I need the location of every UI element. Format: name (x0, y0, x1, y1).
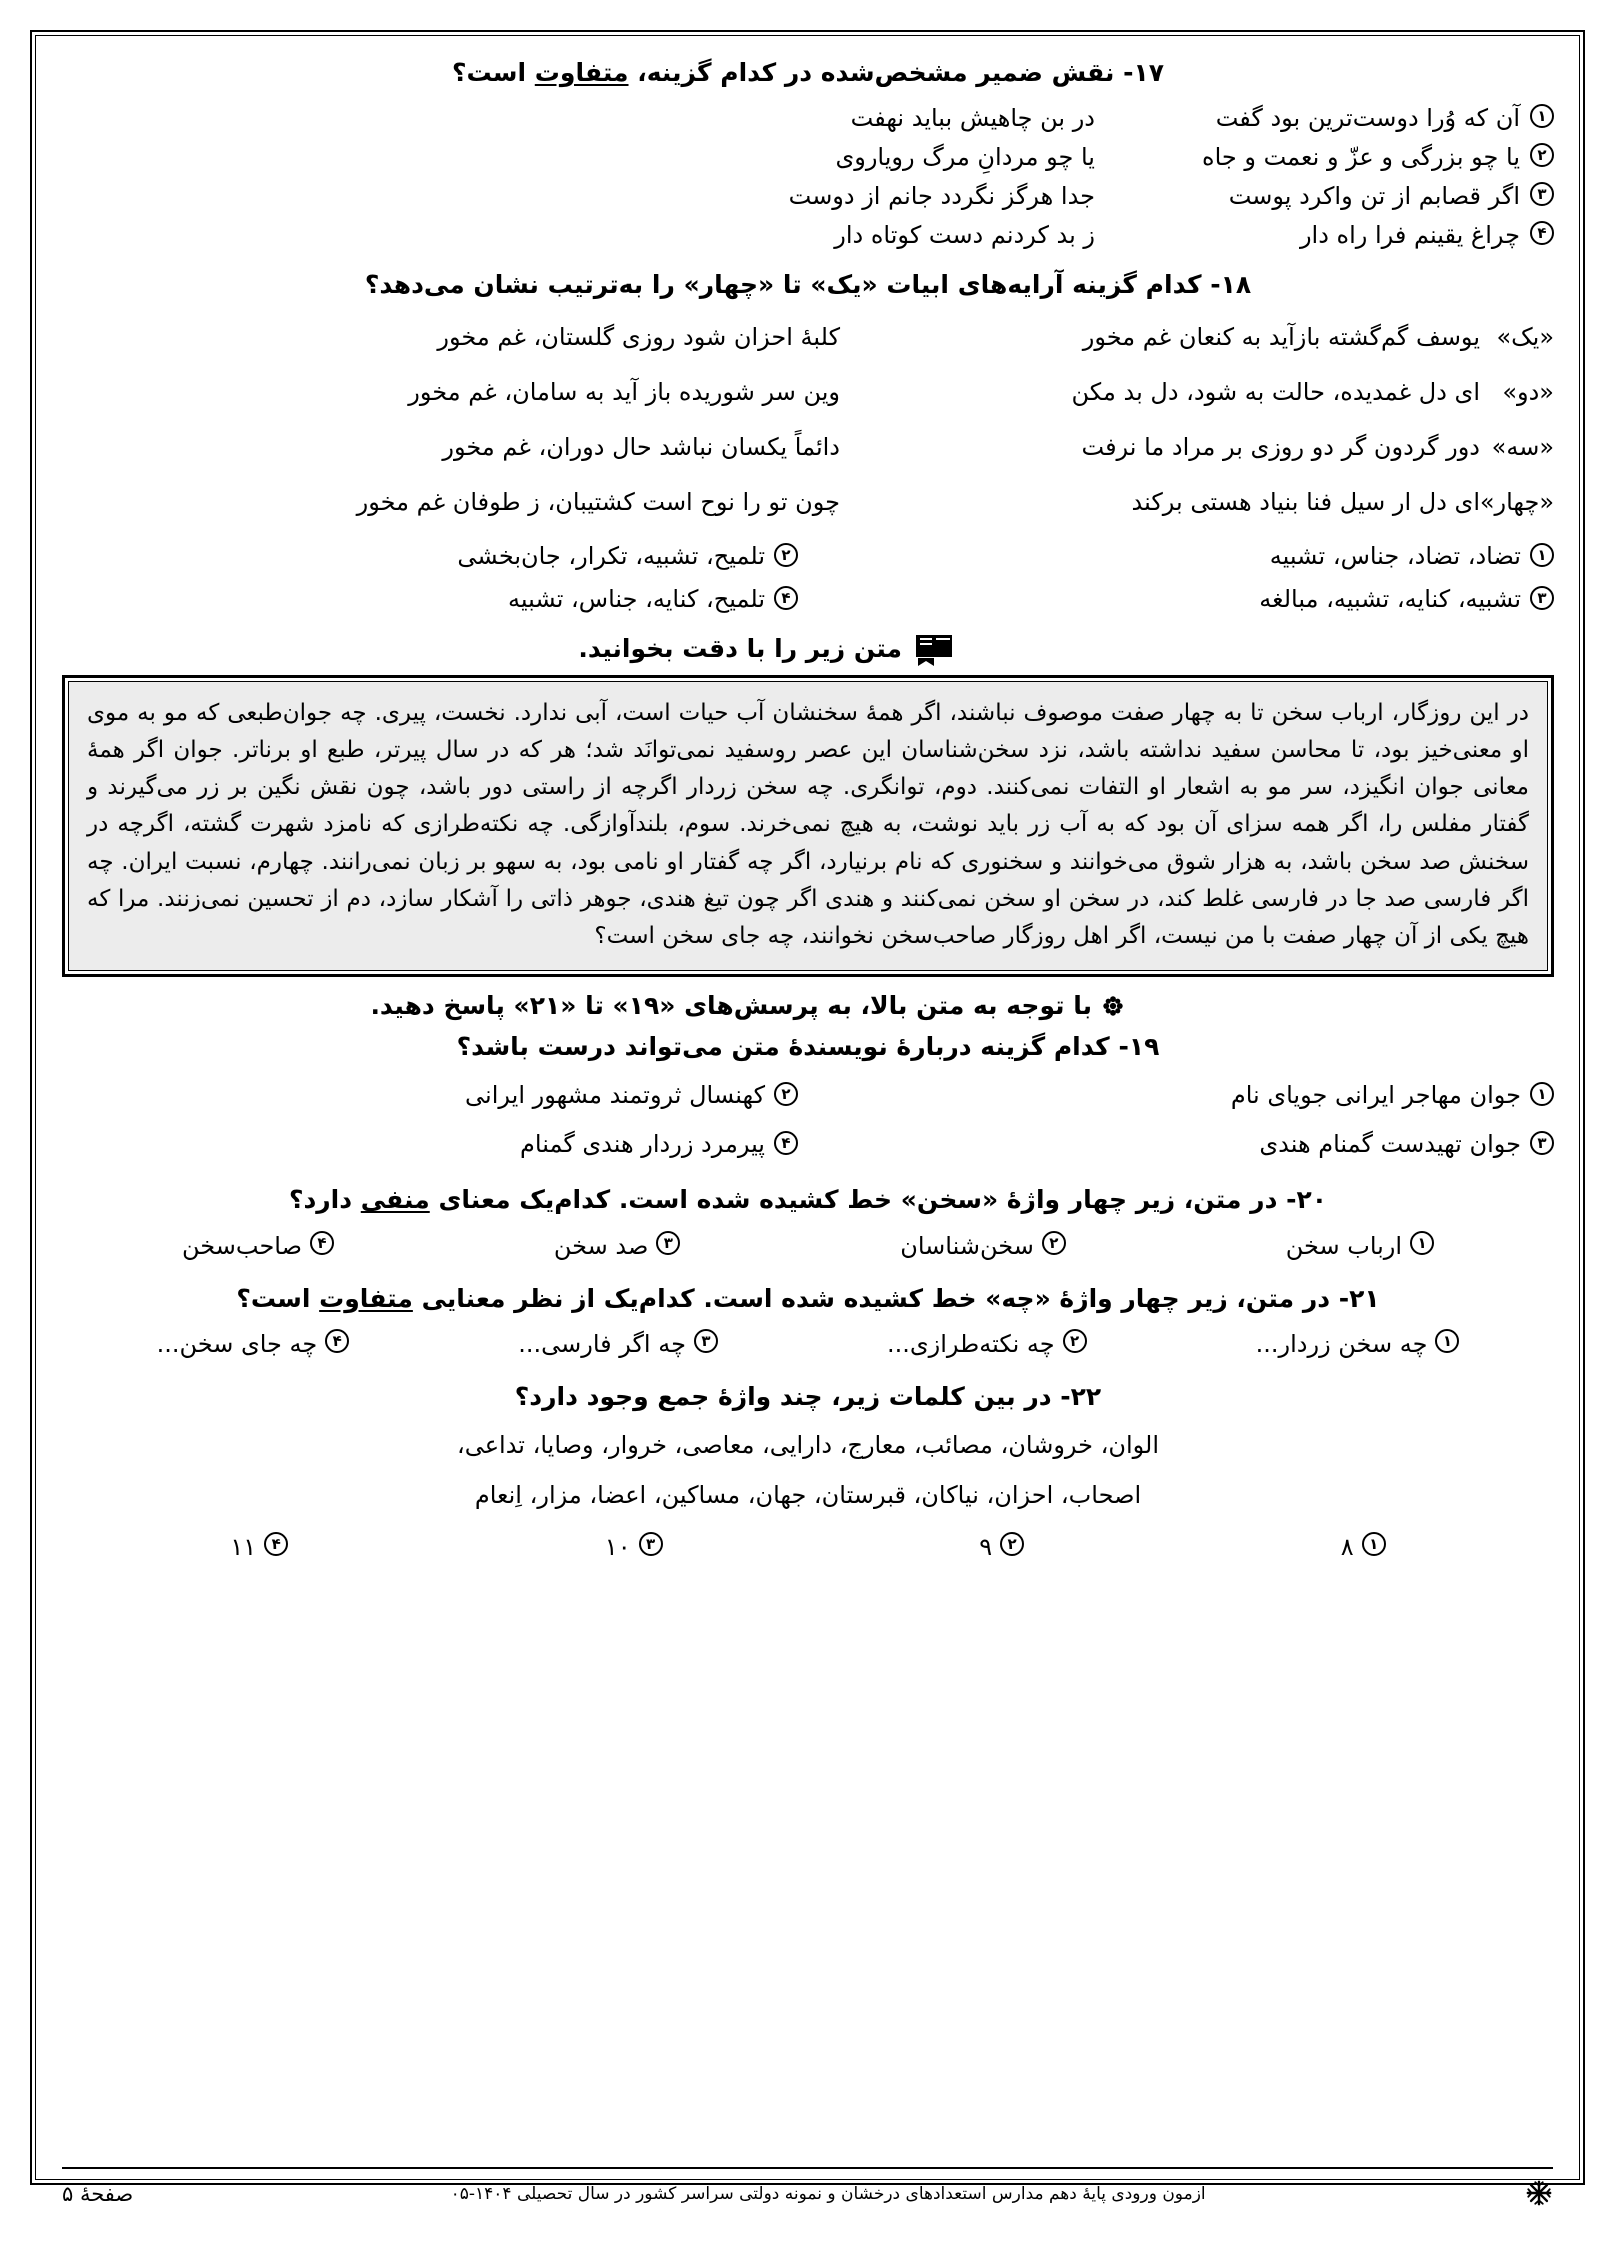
option-1[interactable] (1256, 1327, 1460, 1362)
question-17-stem-underlined: متفاوت (534, 58, 629, 87)
bayt-row (62, 374, 1554, 410)
bayt-label: «چهار» (1479, 488, 1554, 516)
option-1[interactable] (1286, 1229, 1434, 1264)
option-hemistich-2: در بن چاهیش بباید نهفت (850, 103, 1095, 132)
page-footer (62, 2167, 1553, 2209)
option-3[interactable] (818, 1127, 1554, 1162)
option-label: ۱۱ (230, 1532, 257, 1561)
question-17-stem-after: است؟ (451, 58, 535, 87)
option-label: چه اگر فارسی... (518, 1330, 686, 1359)
read-passage-heading-text: متن زیر را با دقت بخوانید. (578, 634, 902, 664)
option-bullet: ۳ (639, 1532, 663, 1556)
option-1[interactable] (818, 1078, 1554, 1113)
question-19-options (62, 1078, 1554, 1162)
question-22-options (62, 1530, 1554, 1565)
option-2[interactable] (900, 1229, 1066, 1264)
option-bullet: ۳ (656, 1231, 680, 1255)
option-label: جوان تهیدست گمنام هندی (1259, 1129, 1521, 1158)
option-row[interactable] (62, 217, 1554, 253)
question-19-stem-text: کدام گزینه دربارهٔ نویسندهٔ متن می‌تواند درست باشد؟ (456, 1032, 1110, 1062)
question-20-number: ۲۰- (1286, 1185, 1328, 1215)
option-2[interactable] (979, 1530, 1024, 1565)
question-17-options (62, 100, 1554, 253)
bayt-hemistich-2: وین سر شوریده باز آید به سامان، غم مخور (408, 378, 840, 406)
question-17-number: ۱۷- (1123, 58, 1165, 87)
option-hemistich-1: آن که وُرا دوست‌ترین بود گفت (1215, 103, 1520, 132)
option-row[interactable] (62, 178, 1554, 214)
option-bullet: ۲ (774, 1082, 798, 1106)
option-label: جوان مهاجر ایرانی جویای نام (1230, 1080, 1521, 1109)
question-18-stem-text: کدام گزینه آرایه‌های ابیات «یک» تا «چهار» را به‌ترتیب نشان می‌دهد؟ (364, 269, 1202, 299)
option-row[interactable] (62, 139, 1554, 175)
question-21-stem-underlined: متفاوت (319, 1283, 413, 1313)
question-21-stem (62, 1280, 1554, 1318)
option-hemistich-1: چراغ یقینم فرا راه دار (1299, 220, 1520, 249)
option-bullet: ۳ (694, 1329, 718, 1353)
question-21-stem-after: است؟ (236, 1283, 320, 1313)
bayt-hemistich-2: کلبهٔ احزان شود روزی گلستان، غم مخور (437, 323, 840, 351)
option-bullet: ۴ (774, 586, 798, 610)
option-label: ارباب سخن (1285, 1231, 1403, 1260)
bayt-label: «سه» (1491, 433, 1554, 461)
option-bullet: ۱ (1530, 543, 1554, 567)
option-label: کهنسال ثروتمند مشهور ایرانی (465, 1080, 765, 1109)
option-bullet: ۳ (1530, 586, 1554, 610)
flower-icon (1100, 994, 1124, 1018)
option-bullet: ۱ (1530, 104, 1554, 128)
bayt-hemistich-1: دور گردون گر دو روزی بر مراد ما نرفت (1081, 433, 1480, 461)
option-1[interactable] (818, 539, 1554, 574)
bayt-hemistich-1: ای دل ار سیل فنا بنیاد هستی برکند (1131, 488, 1480, 516)
option-label: چه نکته‌طرازی... (886, 1330, 1055, 1359)
option-bullet: ۱ (1410, 1231, 1434, 1255)
question-20-stem-underlined: منفی (360, 1185, 430, 1215)
bayt-hemistich-2: چون تو را نوح است کشتیبان، ز طوفان غم مخور (356, 488, 840, 516)
option-bullet: ۴ (1530, 221, 1554, 245)
option-hemistich-2: جدا هرگز نگردد جانم از دوست (788, 181, 1095, 210)
option-label: ۹ (979, 1532, 993, 1561)
option-4[interactable] (182, 1229, 334, 1264)
option-bullet: ۴ (264, 1532, 288, 1556)
option-bullet: ۱ (1362, 1532, 1386, 1556)
option-label: پیرمرد زردار هندی گمنام (520, 1129, 765, 1158)
option-label: سخن‌شناسان (900, 1231, 1034, 1260)
option-hemistich-1: اگر قصابم از تن واکرد پوست (1228, 181, 1520, 210)
option-bullet: ۲ (1530, 143, 1554, 167)
option-label: چه جای سخن... (156, 1330, 318, 1359)
option-label: ۱۰ (604, 1532, 631, 1561)
option-2[interactable] (62, 539, 798, 574)
option-label: تضاد، تضاد، جناس، تشبیه (1269, 542, 1521, 570)
option-label: ۸ (1340, 1532, 1354, 1561)
option-4[interactable] (62, 582, 798, 617)
bayt-label: «یک» (1496, 323, 1554, 351)
question-22-stem (62, 1378, 1554, 1416)
question-22-wordlist-line-1: الوان، خروشان، مصائب، معارج، دارایی، معاصی، خروار، وصایا، تداعی، (456, 1430, 1160, 1459)
option-3[interactable] (605, 1530, 663, 1565)
option-bullet: ۱ (1530, 1082, 1554, 1106)
question-18-options (62, 539, 1554, 617)
option-bullet: ۲ (1000, 1532, 1024, 1556)
option-4[interactable] (157, 1327, 350, 1362)
page-content (62, 54, 1554, 2134)
option-bullet: ۲ (1042, 1231, 1066, 1255)
option-3[interactable] (554, 1229, 680, 1264)
footer-divider (62, 2167, 1553, 2169)
passage-box (62, 675, 1554, 978)
option-bullet: ۲ (774, 543, 798, 567)
question-21-stem-before: در متن، زیر چهار واژهٔ «چه» خط کشیده شده است. کدام‌یک از نظر معنایی (412, 1283, 1331, 1313)
option-row[interactable] (62, 100, 1554, 136)
question-20-stem-after: دارد؟ (288, 1185, 361, 1215)
option-bullet: ۳ (1530, 1131, 1554, 1155)
question-18-number: ۱۸- (1210, 269, 1252, 299)
option-4[interactable] (62, 1127, 798, 1162)
bayt-row (62, 429, 1554, 465)
question-22-wordlist-line-2: اصحاب، احزان، نیاکان، قبرستان، جهان، مساکین، اعضا، مزار، اِنعام (474, 1480, 1142, 1509)
book-icon (914, 631, 954, 667)
option-hemistich-1: یا چو بزرگی و عزّ و نعمت و جاه (1202, 142, 1520, 171)
option-label: تشبیه، کنایه، تشبیه، مبالغه (1259, 584, 1521, 613)
option-hemistich-2: ز بد کردنم دست کوتاه دار (834, 220, 1095, 249)
footer-exam-title: آزمون ورودی پایهٔ دهم مدارس استعدادهای درخشان و نمونه دولتی سراسر کشور در سال تحصیلی ۱۴۰۴-۰۵ (450, 2184, 1206, 2204)
question-20-stem-before: در متن، زیر چهار واژهٔ «سخن» خط کشیده شده است. کدام‌یک معنای (429, 1185, 1278, 1215)
bayt-label: «دو» (1502, 378, 1554, 406)
question-21-options (62, 1327, 1554, 1362)
instruction-text: با توجه به متن بالا، به پرسش‌های «۱۹» تا «۲۱» پاسخ دهید. (370, 991, 1092, 1021)
bayt-hemistich-2: دائماً یکسان نباشد حال دوران، غم مخور (442, 433, 840, 461)
option-label: چه سخن زردار... (1255, 1330, 1428, 1359)
option-1[interactable] (1341, 1530, 1386, 1565)
option-label: تلمیح، تشبیه، تکرار، جان‌بخشی (457, 542, 765, 570)
option-label: تلمیح، کنایه، جناس، تشبیه (507, 584, 765, 613)
snowflake-icon (1523, 2179, 1553, 2209)
option-3[interactable] (518, 1327, 718, 1362)
question-20-options (62, 1229, 1554, 1264)
passage-box-inner (68, 681, 1548, 972)
question-19-number: ۱۹- (1118, 1032, 1160, 1062)
option-label: صاحب‌سخن (182, 1231, 302, 1260)
question-20-stem (62, 1181, 1554, 1219)
option-2[interactable] (62, 1078, 798, 1113)
option-bullet: ۳ (1530, 182, 1554, 206)
option-4[interactable] (230, 1530, 288, 1565)
question-22-stem-text: در بین کلمات زیر، چند واژهٔ جمع وجود دارد؟ (514, 1382, 1052, 1412)
question-18-bayt-table (62, 319, 1554, 520)
question-21-number: ۲۱- (1338, 1283, 1380, 1313)
option-bullet: ۴ (325, 1329, 349, 1353)
bayt-hemistich-1: یوسف گم‌گشته بازآید به کنعان غم مخور (1082, 323, 1480, 351)
option-bullet: ۲ (1063, 1329, 1087, 1353)
option-hemistich-2: یا چو مردانِ مرگ رویاروی (835, 142, 1095, 171)
option-2[interactable] (887, 1327, 1087, 1362)
option-bullet: ۴ (774, 1131, 798, 1155)
question-17-stem (62, 54, 1554, 92)
option-bullet: ۴ (310, 1231, 334, 1255)
question-19-stem (62, 1028, 1554, 1066)
question-22-number: ۲۲- (1060, 1382, 1102, 1412)
bayt-row (62, 319, 1554, 355)
passage-text: در این روزگار، ارباب سخن تا به چهار صفت موصوف نباشند، اگر همهٔ سخنشان آب حیات است، آبی ندارد. نخست، پیری. چه جوان‌طبعی که مو به موی او معنی‌خیز بود، تا محاسن سفید نداشته باشد، نزد سخن‌شناسان این عصر روسفید نمی‌توانَد شد؛ هر که در سال پیرتر، طبع او برناتر. جوان اگر همهٔ معانی جوان انگیزد، سر مو به اشعار او التفات نمی‌کنند. دوم، توانگری. چه سخن زردار اگرچه از راستی دور باشد، چون نقش نگین بر زر می‌گیرند و گفتار مفلس را، اگر همه سزای آن بود که به آب زر باید نوشت، به هیچ نمی‌خرند. سوم، بلندآوازگی. چه نکته‌طرازی که نامزد شهرت گشته، اگرچه در سخنش صد سخن باشد، به هزار شوق می‌خوانند و سخنوری که نام برنیارد، اگر چه گفتار او نامی بود، به سهو بر زبان نمی‌رانند. چهارم، نسبت ایران. چه اگر فارسی صد جا در فارسی غلط کند، در سخن او سخن نمی‌کنند و هندی اگر چون تیغ هندی، جوهر ذاتی را آشکار سازد، دم از تحسین نمی‌زنند. مرا که هیچ یکی از آن چهار صفت با من نیست، اگر اهل روزگار صاحب‌سخن نخوانند، چه جای سخن است؟ (87, 699, 1529, 950)
question-17-stem-before: نقش ضمیر مشخص‌شده در کدام گزینه، (628, 58, 1115, 87)
option-bullet: ۱ (1435, 1329, 1459, 1353)
instruction-line (62, 991, 1554, 1020)
question-18-stem (62, 266, 1554, 304)
option-label: صد سخن (553, 1231, 649, 1260)
option-3[interactable] (818, 582, 1554, 617)
read-passage-heading (62, 631, 1554, 667)
bayt-hemistich-1: ای دل غمدیده، حالت به شود، دل بد مکن (1071, 378, 1480, 406)
footer-page-number: صفحهٔ ۵ (62, 2182, 134, 2206)
bayt-row (62, 484, 1554, 520)
